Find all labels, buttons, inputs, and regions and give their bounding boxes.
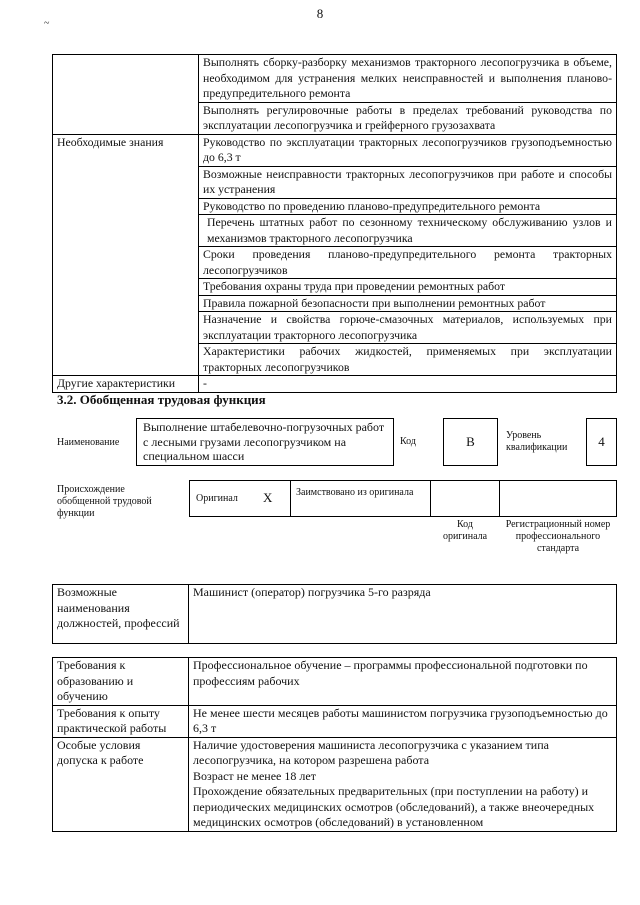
requirement-label: Особые условия допуска к работе (53, 737, 189, 831)
original-code-box (430, 480, 500, 517)
requirements-row (53, 658, 617, 706)
reg-number-box (499, 480, 617, 517)
scan-mark: ~ (44, 18, 50, 29)
positions-table (52, 584, 617, 644)
row-text: Правила пожарной безопасности при выполнении ремонтных работ (199, 295, 617, 312)
original-label: Оригинал (196, 493, 238, 504)
code-value-box (443, 418, 498, 466)
skills-table-row (53, 134, 617, 166)
row-group-label (53, 55, 199, 135)
requirement-line: Профессиональное обучение – программы профессиональной подготовки по профессиям рабочих (193, 658, 588, 688)
row-text: Назначение и свойства горюче-смазочных материалов, используемых при эксплуатации тракторного лесопогрузчика (199, 312, 617, 344)
requirement-line: Не менее шести месяцев работы машинистом погрузчика грузоподъемностью до 6,3 т (193, 705, 608, 735)
row-group-label: Необходимые знания (53, 134, 199, 376)
row-text: Требования охраны труда при проведении ремонтных работ (199, 279, 617, 296)
origin-label: Происхождение обобщенной трудовой функции (57, 484, 152, 519)
requirement-value (189, 658, 617, 706)
requirement-line: Возраст не менее 18 лет (193, 768, 316, 783)
requirement-label: Требования к опыту практической работы (53, 705, 189, 737)
requirements-row (53, 737, 617, 831)
skills-table-row (53, 376, 617, 393)
row-group-label: Другие характеристики (53, 376, 199, 393)
positions-value: Машинист (оператор) погрузчика 5-го разряда (189, 585, 617, 644)
row-text: Сроки проведения планово-предупредительного ремонта тракторных лесопогрузчиков (199, 247, 617, 279)
row-text: Выполнять регулировочные работы в пределах требований руководства по эксплуатации лесопогрузчика и грейферного грузозахвата (199, 102, 617, 134)
level-value-box (586, 418, 617, 466)
function-name-box (136, 418, 394, 466)
row-text: - (199, 376, 617, 393)
row-text: Перечень штатных работ по сезонному техническому обслуживанию узлов и механизмов тракторного лесопогрузчика (199, 215, 617, 247)
borrowed-label: Заимствовано из оригинала (296, 487, 414, 498)
requirements-row (53, 705, 617, 737)
skills-knowledge-table (52, 54, 617, 393)
row-text: Характеристики рабочих жидкостей, применяемых при эксплуатации тракторных лесопогрузчиков (199, 344, 617, 376)
code-label: Код (400, 436, 416, 447)
code-value: В (466, 434, 475, 449)
requirement-label: Требования к образованию и обучению (53, 658, 189, 706)
level-label: Уровень квалификации (506, 430, 568, 453)
requirements-table (52, 657, 617, 832)
row-text: Выполнять сборку-разборку механизмов тракторного лесопогрузчика в объеме, необходимом для устранения мелких неисправностей и выполнения планово-предупредительного ремонта (199, 55, 617, 103)
section-heading: 3.2. Обобщенная трудовая функция (57, 392, 266, 407)
requirement-line: Прохождение обязательных предварительных (при поступлении на работу) и периодических медицинских осмотров (обследований), а также внеочередных медицинских осмотров (обследований) в установленном (193, 784, 595, 829)
code-caption: Код оригинала (442, 519, 488, 542)
row-text: Руководство по проведению планово-предупредительного ремонта (199, 198, 617, 215)
name-label: Наименование (57, 437, 120, 448)
row-text: Возможные неисправности тракторных лесопогрузчиков при работе и способы их устранения (199, 166, 617, 198)
level-value: 4 (598, 434, 605, 449)
skills-table-row (53, 55, 617, 103)
row-text: Руководство по эксплуатации тракторных лесопогрузчиков грузоподъемностью до 6,3 т (199, 134, 617, 166)
requirement-value (189, 737, 617, 831)
page-number: 8 (316, 6, 324, 21)
function-name-value: Выполнение штабелевочно-погрузочных работ с лесными грузами лесопогрузчиком на специальном шасси (143, 420, 385, 463)
original-mark: X (263, 490, 273, 505)
reg-caption: Регистрационный номер профессионального стандарта (505, 519, 611, 554)
positions-label: Возможные наименования должностей, профессий (53, 585, 189, 644)
requirement-value (189, 705, 617, 737)
requirement-line: Наличие удостоверения машиниста лесопогрузчика с указанием типа лесопогрузчика, на котором разрешена работа (193, 737, 549, 767)
